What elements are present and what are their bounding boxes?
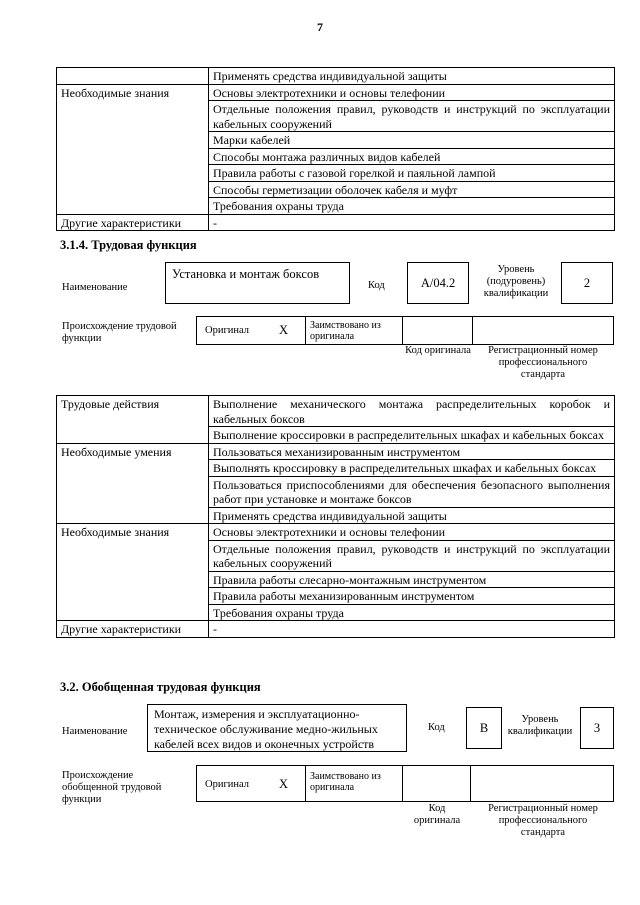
original-box [196,316,306,345]
row-label: Необходимые знания [57,524,209,621]
name-label: Наименование [62,726,128,737]
level-box [561,262,613,304]
name-value: Монтаж, измерения и эксплуатационно-техническое обслуживание медно-жильных кабелей всех видов и оконечных устройств [154,707,378,751]
borrowed-box [305,765,403,802]
row-item: Выполнять кроссировку в распределительных шкафах и кабельных боксах [209,460,615,477]
borrowed-box [305,316,403,345]
name-label: Наименование [62,282,128,293]
original-label: Оригинал [205,325,249,336]
section-heading: 3.2. Обобщенная трудовая функция [60,680,261,694]
code-label: Код [428,722,445,733]
reg-number-box [470,765,614,802]
row-item: Применять средства индивидуальной защиты [209,68,615,85]
row-label [57,68,209,85]
row-item: Правила работы слесарно-монтажным инструментом [209,571,615,588]
code-box [466,707,502,749]
borrowed-label: Заимствовано из оригинала [310,771,381,793]
name-box [165,262,350,304]
reg-number-box [472,316,614,345]
code-original-caption: Код оригинала [405,345,471,356]
row-item: Отдельные положения правил, руководств и инструкций по эксплуатации кабельных сооружений [209,540,615,571]
origin-label: Происхождение обобщенной трудовой функции [62,770,162,805]
level-label: Уровень квалификации [507,714,573,737]
original-box [196,765,306,802]
code-value: А/04.2 [420,276,456,290]
row-item: Правила работы механизированным инструментом [209,588,615,605]
row-item: Требования охраны труда [209,604,615,621]
code-value: B [479,721,489,735]
borrowed-label: Заимствовано из оригинала [310,320,381,342]
code-label: Код [368,280,385,291]
level-box [580,707,614,749]
original-mark: X [279,777,289,791]
reg-number-caption: Регистрационный номер профессионального стандарта [488,345,598,380]
code-box [407,262,469,304]
row-item: Основы электротехники и основы телефонии [209,524,615,541]
table-row [57,214,615,231]
table-row [57,524,615,541]
table-row [57,84,615,101]
row-item: Выполнение кроссировки в распределительных шкафах и кабельных боксах [209,427,615,444]
code-original-box [402,765,471,802]
table-row [57,68,615,85]
table-row [57,443,615,460]
row-item: Применять средства индивидуальной защиты [209,507,615,524]
code-original-caption: Код оригинала [413,803,461,826]
row-item: Марки кабелей [209,132,615,149]
table-row [57,396,615,427]
row-item: Пользоваться приспособлениями для обеспечения безопасного выполнения работ при установке и монтаже боксов [209,476,615,507]
reg-number-caption: Регистрационный номер профессионального стандарта [488,803,598,838]
original-mark: X [279,323,289,337]
code-original-box [402,316,473,345]
row-item: Требования охраны труда [209,198,615,215]
level-value: 3 [593,721,601,735]
row-item: Пользоваться механизированным инструментом [209,443,615,460]
row-item: Выполнение механического монтажа распределительных коробок и кабельных боксов [209,396,615,427]
page-number: 7 [317,20,323,34]
labor-function-table [56,395,615,638]
name-value: Установка и монтаж боксов [172,267,320,281]
level-value: 2 [583,276,591,290]
row-item: Основы электротехники и основы телефонии [209,84,615,101]
row-label: Другие характеристики [57,214,209,231]
row-item: Отдельные положения правил, руководств и инструкций по эксплуатации кабельных сооружений [209,101,615,132]
row-label: Необходимые умения [57,443,209,524]
row-label: Трудовые действия [57,396,209,444]
row-item: - [209,621,615,638]
level-label: Уровень (подуровень) квалификации [483,264,549,299]
section-heading: 3.1.4. Трудовая функция [60,238,197,252]
name-box [147,704,407,752]
row-label: Необходимые знания [57,84,209,214]
knowledge-table-continued [56,67,615,231]
row-label: Другие характеристики [57,621,209,638]
row-item: Способы монтажа различных видов кабелей [209,148,615,165]
row-item: Правила работы с газовой горелкой и паяльной лампой [209,165,615,182]
origin-label: Происхождение трудовой функции [62,321,177,344]
row-item: - [209,214,615,231]
table-row [57,621,615,638]
original-label: Оригинал [205,779,249,790]
row-item: Способы герметизации оболочек кабеля и муфт [209,181,615,198]
